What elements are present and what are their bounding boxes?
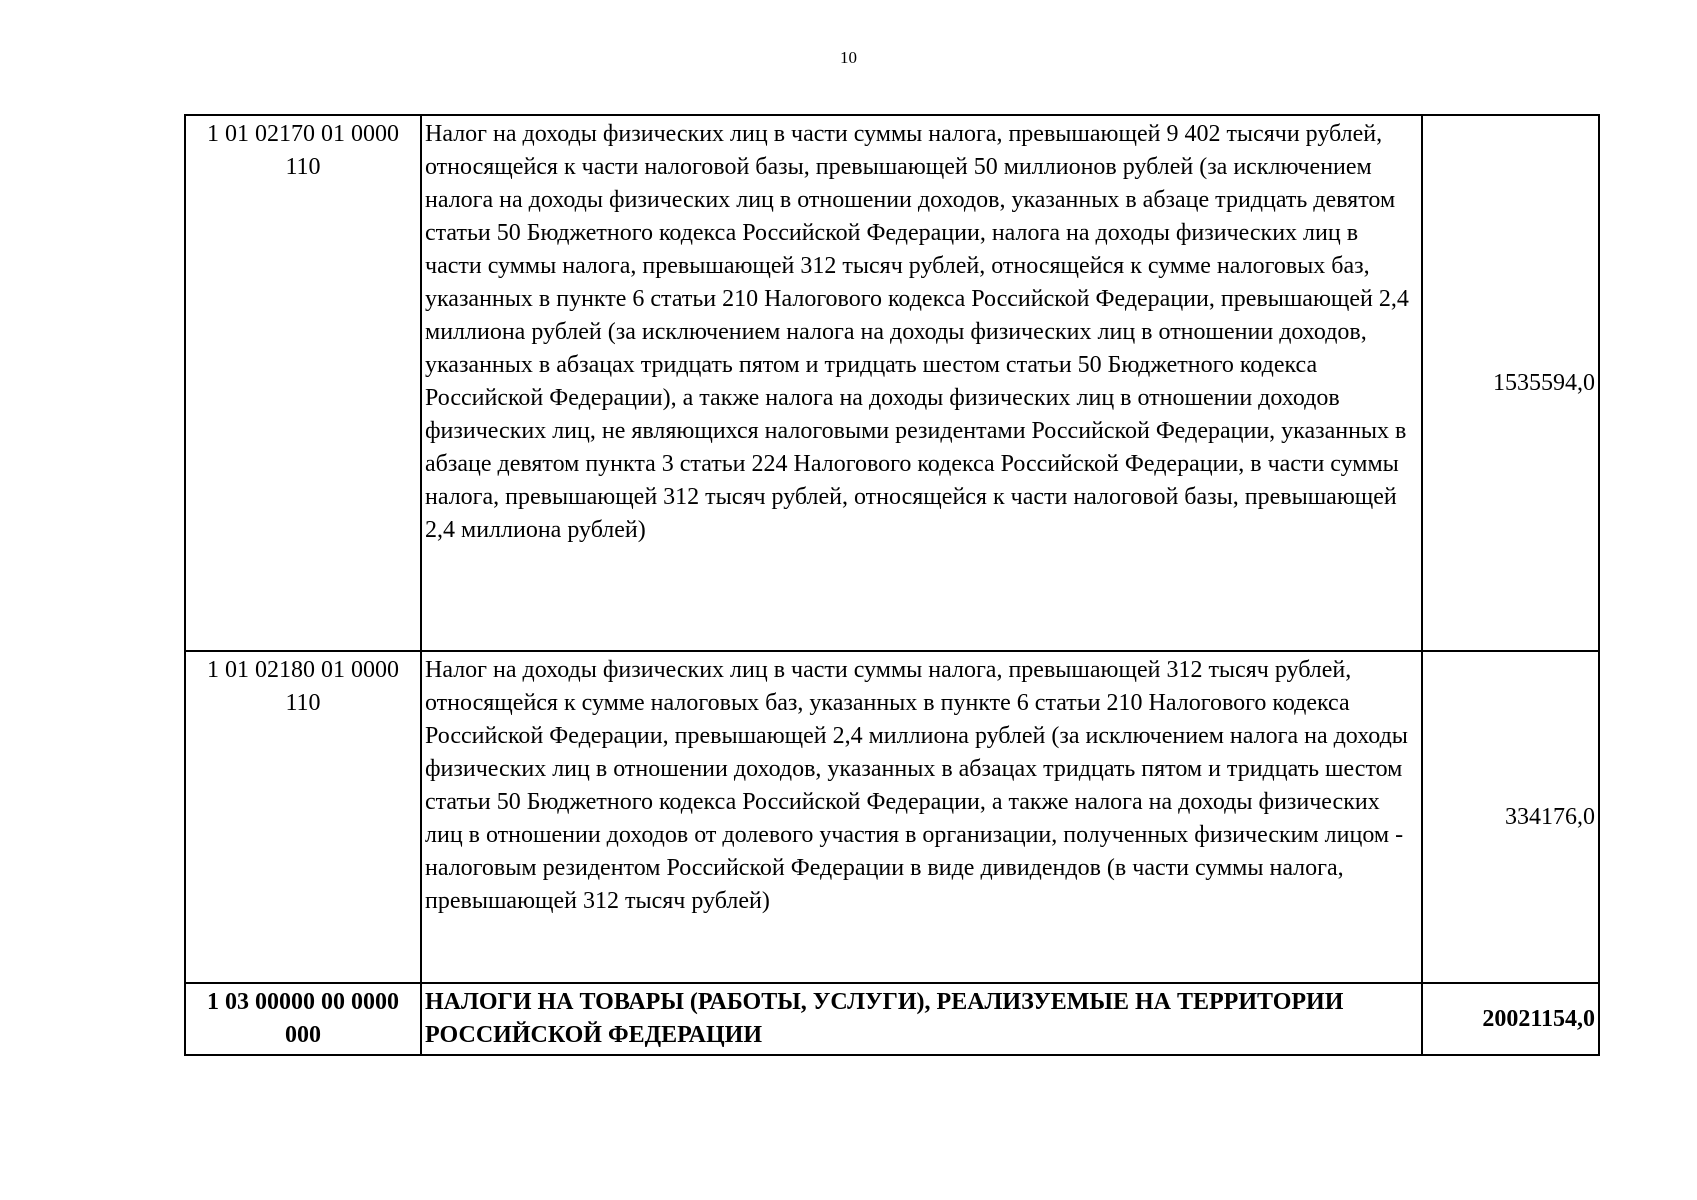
table-row-section-total bbox=[185, 983, 1599, 1055]
page-number: 10 bbox=[840, 48, 857, 67]
table-row bbox=[185, 651, 1599, 983]
revenue-amount: 1535594,0 bbox=[1422, 115, 1599, 651]
revenue-name: Налог на доходы физических лиц в части суммы налога, превышающей 312 тысяч рублей, относящейся к сумме налоговых баз, указанных в пункте 6 статьи 210 Налогового кодекса Российской Федерации, превышающей 2,4 миллиона рублей (за исключением налога на доходы физических лиц в отношении доходов, указанных в абзацах тридцать пятом и тридцать шестом статьи 50 Бюджетного кодекса Российской Федерации, а также налога на доходы физических лиц в отношении доходов от долевого участия в организации, полученных физическим лицом - налоговым резидентом Российской Федерации в виде дивидендов (в части суммы налога, превышающей 312 тысяч рублей) bbox=[421, 651, 1422, 983]
budget-classification-code: 1 01 02170 01 0000 110 bbox=[185, 115, 421, 651]
revenue-amount: 334176,0 bbox=[1422, 651, 1599, 983]
revenue-section-name: НАЛОГИ НА ТОВАРЫ (РАБОТЫ, УСЛУГИ), РЕАЛИЗУЕМЫЕ НА ТЕРРИТОРИИ РОССИЙСКОЙ ФЕДЕРАЦИИ bbox=[421, 983, 1422, 1055]
budget-classification-code: 1 03 00000 00 0000 000 bbox=[185, 983, 421, 1055]
budget-classification-code: 1 01 02180 01 0000 110 bbox=[185, 651, 421, 983]
revenue-name: Налог на доходы физических лиц в части суммы налога, превышающей 9 402 тысячи рублей, относящейся к части налоговой базы, превышающей 50 миллионов рублей (за исключением налога на доходы физических лиц в отношении доходов, указанных в абзаце тридцать девятом статьи 50 Бюджетного кодекса Российской Федерации, налога на доходы физических лиц в части суммы налога, превышающей 312 тысяч рублей, относящейся к сумме налоговых баз, указанных в пункте 6 статьи 210 Налогового кодекса Российской Федерации, превышающей 2,4 миллиона рублей (за исключением налога на доходы физических лиц в отношении доходов, указанных в абзацах тридцать пятом и тридцать шестом статьи 50 Бюджетного кодекса Российской Федерации), а также налога на доходы физических лиц в отношении доходов физических лиц, не являющихся налоговыми резидентами Российской Федерации, указанных в абзаце девятом пункта 3 статьи 224 Налогового кодекса Российской Федерации, в части суммы налога, превышающей 312 тысяч рублей, относящейся к части налоговой базы, превышающей 2,4 миллиона рублей) bbox=[421, 115, 1422, 651]
budget-revenue-table bbox=[184, 114, 1600, 1056]
table-row bbox=[185, 115, 1599, 651]
revenue-section-amount: 20021154,0 bbox=[1422, 983, 1599, 1055]
